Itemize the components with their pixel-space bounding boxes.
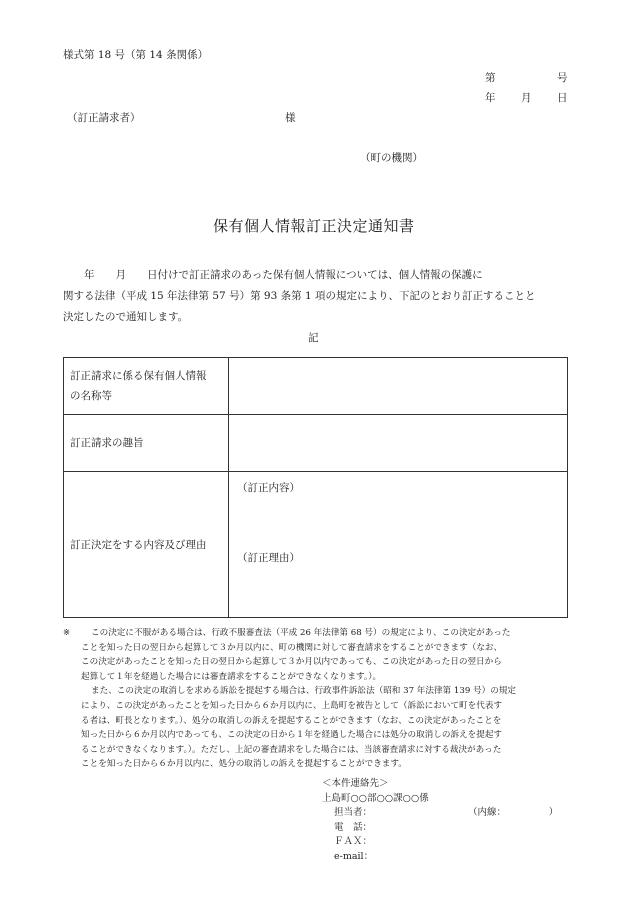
person-label: 担当者：: [334, 807, 373, 818]
note-line: また、この決定の取消しを求める訴訟を提起する場合は、行政事件訴訟法（昭和 37 年法律第 139 号）の規定: [91, 686, 516, 697]
note-line: この決定があったことを知った日の翌日から起算して３か月以内であっても、この決定があった日の翌日から: [81, 657, 502, 668]
date-year: 年: [485, 92, 496, 104]
contact-person-row: [322, 806, 558, 821]
table-row: [64, 472, 568, 618]
row3-value[interactable]: [229, 472, 568, 618]
note-mark: ※: [63, 628, 71, 638]
body-paragraph: [63, 265, 568, 328]
row1-value[interactable]: [229, 358, 568, 415]
extension-label: （内線： ）: [468, 807, 559, 818]
contact-email-row: [322, 850, 558, 865]
document-title: 保有個人情報訂正決定通知書: [213, 217, 415, 235]
table-row: [64, 358, 568, 415]
phone-label: 電 話：: [334, 821, 373, 833]
body-line: 決定したので通知します。: [63, 311, 189, 323]
correction-table: [63, 357, 568, 618]
contact-fax-row: [322, 835, 558, 850]
number-go: 号: [557, 72, 568, 84]
note-line: ことを知った日の翌日から起算して３か月以内に、町の機関に対して審査請求をすることができます（なお、: [81, 642, 503, 653]
notes-section: [63, 626, 573, 772]
ki-label: 記: [308, 332, 319, 344]
note-line: る者は、町長となります。）、処分の取消しの訴えを提起することができます（なお、この決定があったことを: [81, 715, 502, 726]
date-day: 日: [557, 92, 568, 104]
body-line: 関する法律（平成 15 年法律第 57 号）第 93 条第 1 項の規定により、下記のとおり訂正することと: [63, 290, 536, 302]
row2-label: 訂正請求の趣旨: [64, 415, 229, 472]
note-line: ことを知った日から６か月以内に、処分の取消しの訴えを提起することができます。: [81, 759, 407, 770]
note-line: ることができなくなります。）。ただし、上記の審査請求をした場合には、当該審査請求に対する裁決があった: [81, 744, 502, 755]
number-dai: 第: [485, 72, 496, 84]
row1-label-line2: の名称等: [70, 390, 112, 402]
fax-label: ＦＡＸ：: [334, 836, 373, 847]
row2-value[interactable]: [229, 415, 568, 472]
body-line: 年 月 日付けで訂正請求のあった保有個人情報については、個人情報の保護に: [63, 269, 483, 281]
note-line: により、この決定があったことを知った日から６か月以内に、上島町を被告として（訴訟において町を代表す: [81, 700, 503, 711]
contact-phone-row: [322, 821, 558, 836]
row1-label: [64, 358, 229, 415]
note-line: 起算して１年を経過した場合には審査請求をすることができなくなります。）。: [81, 671, 382, 682]
date-month: 月: [521, 92, 532, 104]
note-paragraph-1: [81, 626, 573, 684]
sama: 様: [285, 112, 296, 124]
form-number: 様式第 18 号（第 14 条関係）: [63, 49, 209, 61]
note-line: この決定に不服がある場合は、行政不服審査法（平成 26 年法律第 68 号）の規定により、この決定があった: [91, 628, 511, 638]
contact-dept: 上島町○○部○○課○○係: [322, 792, 429, 804]
table-row: [64, 415, 568, 472]
contact-block: [322, 777, 558, 864]
correction-content-label: （訂正内容）: [237, 482, 300, 494]
requester-label: （訂正請求者）: [67, 112, 141, 124]
contact-heading: ＜本件連絡先＞: [322, 778, 389, 789]
correction-reason-label: （訂正理由）: [237, 552, 300, 564]
row1-label-line1: 訂正請求に係る保有個人情報: [70, 370, 207, 382]
note-paragraph-2: [81, 684, 573, 772]
email-label: e-mail：: [334, 850, 374, 862]
note-line: 知った日から６か月以内であっても、この決定の日から１年を経過した場合には処分の取消しの訴えを提起す: [81, 730, 503, 741]
agency-label: （町の機関）: [360, 152, 423, 164]
row3-label: 訂正決定をする内容及び理由: [64, 472, 229, 618]
